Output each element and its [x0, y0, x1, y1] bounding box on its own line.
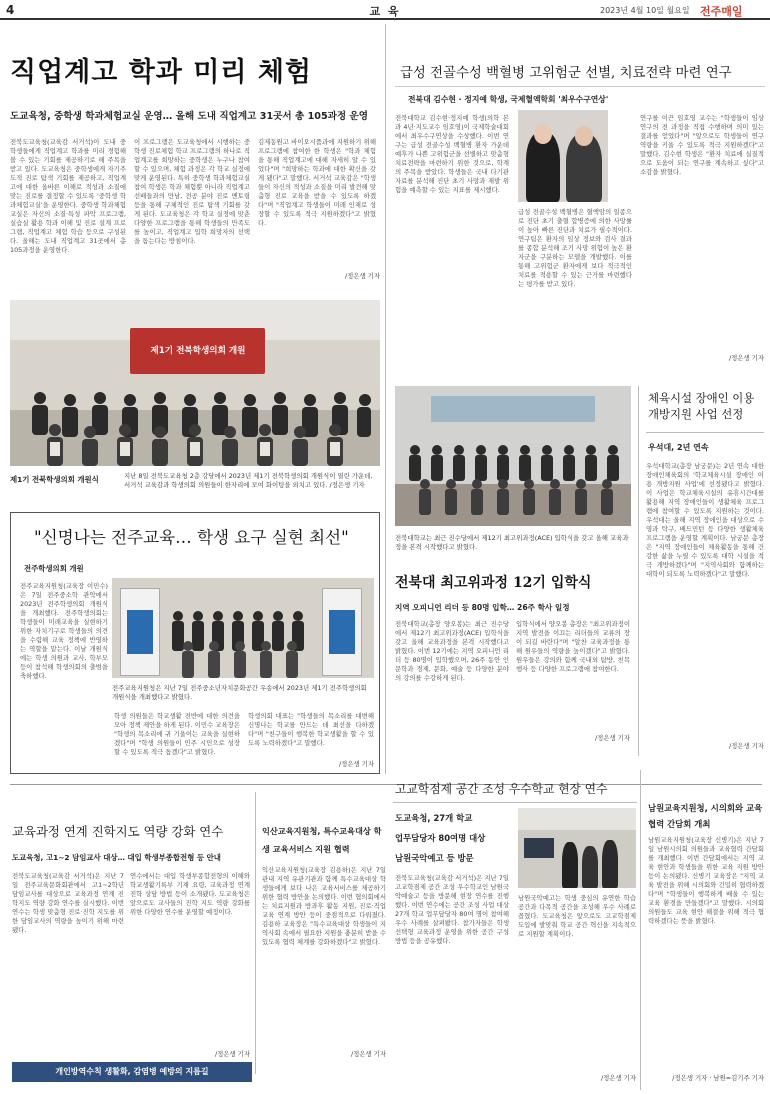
classroom-screen [524, 838, 554, 858]
student-council-photo [10, 300, 380, 466]
article7-col2: 연수에서는 대입 학생부종합전형의 이해와 학교생활기록부 기재 요령, 교육과정 연계 진학 상담 방법 등이 소개됐다. 도교육청은 앞으로도 교사들의 진학 지도 역량 강화를 위한 다양한 연수를 운영할 예정이다. [130, 872, 250, 916]
jeonju-crowd-figures [164, 598, 320, 678]
photo-label: 제1기 전북학생의회 개원식 [10, 475, 99, 484]
public-notice-text: 개인방역수칙 생활화, 감염병 예방의 지름길 [55, 1067, 209, 1076]
bottom-left-divider [255, 792, 256, 1074]
article3-col1: 전북대학교 김수현·정지예 학생(의학 본과 4년·지도교수 임호영)이 국제학술대회에서 최우수구연상을 수상했다. 이번 연구는 급성 전골수성 백혈병 환자 가운데 예후가 나쁜 고위험군을 선별하고 맞춤형 치료전략을 마련하기 위한 것으로, 학계의 주목을 받았다. 학생들은 국내 다기관 자료를 분석해 진단 초기 사망과 재발 위험을 예측할 수 있는 지표를 제시했다. [395, 114, 509, 194]
column-divider [385, 24, 386, 774]
article9-sub2: 업무담당자 80여명 대상 [395, 833, 486, 843]
article9-byline: /정은생 기자 [600, 1074, 636, 1082]
article1-col2: 이 프로그램은 도교육청에서 시행하는 중학생 진로체험 학교 프로그램의 하나로 직업계고를 희망하는 중학생은 누구나 참여할 수 있으며, 체험 과정은 각 학교 실정에 맞게 운영된다. 특히 중학생 학과체험교실 참여 학생은 학과 체험뿐 아니라 직업계고 선배들과의 만남, 전공 분야 진로 멘토링 등을 통해 구체적인 진로 탐색 기회를 갖게 된다. 도교육청은 각 학교 실정에 맞춘 다양한 프로그램을 통해 학생들의 만족도를 높이고, 직업계고 입학 희망자의 선택을 돕는다는 방침이다. [134, 138, 250, 245]
article9-rule [393, 802, 637, 803]
issue-date: 2023년 4월 10일 월요일 [600, 6, 690, 15]
article1-byline: /정은생 기자 [344, 272, 380, 280]
article8-byline: /정은생 기자 [350, 1050, 386, 1058]
article4-title: "신명나는 전주교육… 학생 요구 실현 최선" [34, 528, 349, 547]
public-notice-banner [12, 1062, 252, 1082]
article9-col1: 전북도교육청(교육감 서거석)은 지난 7일 고교학점제 공간 조성 우수학교인 남원국악예술고 등을 방문해 현장 연수를 진행했다. 이번 연수에는 공간 조성 사업 대상 27개 학교 업무담당자 80여 명이 참여해 우수 사례를 살펴봤다. 참가자들은 학생 선택형 교육과정 운영을 위한 공간 구성 방법 등을 공유했다. [395, 874, 509, 945]
article5-col1: 전북대학교(총장 양오봉)는 최근 진수당에서 제12기 최고위과정(ACE) 입학식을 갖고 올해 교육과정을 본격 시작했다고 밝혔다. 이번 12기에는 지역 오피니언 리더 등 80명이 입학했으며, 26주 동안 인문학과 경제, 문화, 예술 등 다양한 분야의 강의를 수강하게 된다. [395, 620, 509, 682]
article1-col1: 전북도교육청(교육감 서거석)이 도내 중학생들에게 직업계고 학과를 미리 경험해 볼 수 있는 기회를 제공하기로 해 주목을 받고 있다. 도교육청은 중학생에게 자기주도적 진로 탐색 기회를 제공하고, 직업계고에 대한 올바른 이해로 적성과 소질에 맞는 진로를 결정할 수 있도록 '중학생 학과체험교실'을 운영한다. 중학생 학과체험교실은 자신의 소질·특성 파악 프로그램, 실습실 활용 학과 이해 및 진로 설계 프로그램, 직업계고 체험 학습 등으로 구성된다. 올해는 도내 직업계고 31곳에서 총 105과정을 운영한다. [10, 138, 126, 254]
bottom-section-rule [10, 784, 762, 785]
article10-title: 남원교육지원청, 시의회와 교육협력 간담회 개최 [648, 803, 763, 829]
article8-title: 익산교육지원청, 특수교육대상 학생 교육서비스 지원 협력 [262, 826, 382, 854]
page-number: 4 [6, 3, 15, 17]
article6-subtitle: 우석대, 2년 연속 [648, 443, 709, 452]
article4-col1: 전주교육지원청(교육장 이민수)은 7일 전주중소학 관악에서 2023년 전주학생의회 개원식을 개최했다. 전주학생의회는 학생들이 미래교육을 실현하기 위한 자치기구로 학생들의 의견을 수렴해 교육 정책에 반영하는 역할을 맡는다. 이날 개원식에는 학생 의원과 교사, 학부모 등이 참석해 학생의회의 출범을 축하했다. [20, 582, 108, 680]
article3-col2: 급성 전골수성 백혈병은 혈액암의 일종으로 진단 초기 출혈 합병증에 의한 사망률이 높아 빠른 진단과 치료가 필수적이다. 연구팀은 환자의 임상 정보와 검사 결과를 종합 분석해 조기 사망 위험이 높은 환자군을 구분하는 모델을 개발했다. 이를 통해 고위험군 환자에게 보다 적극적인 치료를 적용할 수 있는 근거를 마련했다는 평가를 받고 있다. [518, 208, 632, 288]
article6-title: 체육시설 장애인 이용 개방지원 사업 선정 [648, 391, 755, 421]
ace-entrance-photo [395, 386, 631, 526]
article3-byline: /정은생 기자 [728, 354, 764, 362]
article7-col1: 전북도교육청(교육감 서거석)은 지난 7일 전주교육문화회관에서 고1~2학년 담임교사를 대상으로 교육과정 연계 진학지도 역량 강화 연수를 실시했다. 이번 연수는 학생 맞춤형 진로·진학 지도를 위한 담임교사의 역량을 높이기 위해 마련됐다. [12, 872, 124, 934]
article3-rule [395, 86, 765, 87]
site-visit-photo [518, 808, 636, 888]
article10-body: 남원교육지원청(교육장 신병기)은 지난 7일 남원시의회 의원들과 교육협력 간담회를 개최했다. 이번 간담회에서는 지역 교육 현안과 학생들을 위한 교육 지원 방안 등이 논의됐다. 신병기 교육장은 "지역 교육 발전을 위해 시의회와 긴밀히 협력하겠다"며 "학생들이 행복하게 배울 수 있는 교육 환경을 만들겠다"고 말했다. 시의회 의원들도 교육 현안 해결을 위해 적극 협력하겠다는 뜻을 밝혔다. [648, 836, 764, 925]
crowd-figures [10, 360, 380, 466]
article6-byline: /정은생 기자 [728, 742, 764, 750]
researchers-photo [518, 110, 608, 202]
event-banner: 제1기 전북학생의회 개원 [130, 328, 265, 374]
ace-photo-caption: 전북대학교는 최근 진수당에서 제12기 최고위과정(ACE) 입학식을 갖고 올해 교육과정을 본격 시작했다고 밝혔다. [395, 534, 629, 551]
article3-subtitle: 전북대 김수현 · 정지예 학생, 국제혈액학회 '최우수구연상' [408, 95, 609, 104]
article5-subtitle: 지역 오피니언 리더 등 80명 입학… 26주 학사 일정 [395, 603, 570, 612]
ace-crowd-figures [395, 426, 631, 526]
newspaper-brand: 전주매일 [700, 5, 743, 18]
section-name: 교 육 [369, 5, 401, 18]
ace-stage-banner [431, 396, 595, 422]
article4-subtitle: 전주학생의회 개원 [24, 564, 84, 573]
article9-title: 고교학점제 공간 조성 우수학교 현장 연수 [395, 782, 608, 796]
sidebar-divider [638, 386, 639, 756]
article7-subtitle: 도교육청, 고1~2 담임교사 대상… 대입 학생부종합전형 등 안내 [12, 853, 221, 862]
article8-body: 익산교육지원청(교육장 김용하)은 지난 7일 관내 지역 유관기관과 함께 특수교육대상 학생들에게 보다 나은 교육서비스를 제공하기 위한 협력 방안을 논의했다. 이번 협의회에서는 치료지원과 방과후 활동 지원, 진로·직업 교육 연계 방안 등이 중점적으로 다뤄졌다. 김용하 교육장은 "특수교육대상 학생들이 지역사회 속에서 필요한 지원을 충분히 받을 수 있도록 협력 체계를 강화하겠다"고 밝혔다. [262, 866, 386, 946]
article3-title: 급성 전골수성 백혈병 고위험군 선별, 치료전략 마련 연구 [400, 66, 732, 81]
article6-body: 우석대학교(총장 남궁문)는 2년 연속 대한장애인체육회의 '학교체육시설 장애인 이용 개방지원 사업'에 선정됐다고 밝혔다. 이 사업은 학교체육시설의 유휴시간대를 활용해 지역 장애인들이 생활체육 프로그램에 참여할 수 있도록 지원하는 것이다. 우석대는 올해 지역 장애인을 대상으로 수영과 탁구, 배드민턴 등 다양한 생활체육 프로그램을 운영할 계획이다. 남궁문 총장은 "지역 장애인들이 체육활동을 통해 건강한 삶을 누릴 수 있도록 대학 시설을 적극 개방하겠다"며 "지역사회와 함께하는 대학이 되도록 노력하겠다"고 말했다. [646, 462, 764, 578]
article4-col2: 학생 의원들은 학교생활 전반에 대한 의견을 모아 정책 제안을 하게 된다. 이민수 교육장은 "학생의 목소리에 귀 기울이는 교육을 실현하겠다"며 "학생 의원들이 민주 시민으로 성장할 수 있도록 적극 돕겠다"고 밝혔다. [114, 712, 240, 756]
article3-col3: 연구를 이끈 임호영 교수는 "학생들이 임상 연구의 전 과정을 직접 수행하며 의미 있는 결과를 얻었다"며 "앞으로도 학생들이 연구 역량을 키울 수 있도록 적극 지원하겠다"고 말했다. 김수현 학생은 "환자 치료에 실질적으로 도움이 되는 연구를 계속하고 싶다"고 소감을 밝혔다. [640, 114, 764, 176]
article4-col3: 학생의회 대표는 "학생들의 목소리를 대변해 신명나는 학교를 만드는 데 최선을 다하겠다"며 "친구들이 행복한 학교생활을 할 수 있도록 노력하겠다"고 말했다. [248, 712, 374, 747]
page-header [0, 0, 770, 20]
article7-title: 교육과정 연계 진학지도 역량 강화 연수 [12, 824, 224, 839]
article1-title: 직업계고 학과 미리 체험 [10, 57, 313, 88]
article6-rule [646, 432, 764, 433]
article1-subtitle: 도교육청, 중학생 학과체험교실 운영… 올해 도내 직업계고 31곳서 총 105과정 운영 [10, 111, 369, 122]
jeonju-council-photo [112, 578, 374, 678]
article1-col3: 김제동원고 바이오시품과에 지원하기 위해 프로그램에 참여한 한 학생은 "학과 체험을 통해 직업계고에 대해 자세히 알 수 있었다"며 "희망하는 학과에 대한 확신을 갖게 됐다"고 말했다. 서거석 교육감은 "학생들이 자신의 적성과 소질을 미리 발견해 맞춤형 진로 교육을 받을 수 있도록 하겠다"며 "직업계고 학생들이 미래 인재로 성장할 수 있도록 적극 지원하겠다"고 밝혔다. [258, 138, 376, 227]
article5-title: 전북대 최고위과정 12기 입학식 [395, 575, 592, 591]
photo-caption: 지난 8일 전북도교육청 2층 강당에서 2023년 제1기 전북학생의회 개원식이 열린 가운데, 서거석 교육감과 학생의회 의원들이 한자리에 모여 화이팅을 외치고 있다. /정은생 기자 [124, 472, 373, 489]
article10-byline: /정은생 기자 · 남원=김기주 기자 [672, 1074, 764, 1082]
article7-byline: /정은생 기자 [214, 1050, 250, 1058]
article4-byline: /정은생 기자 [338, 760, 374, 768]
article9-sub1: 도교육청, 27개 학교 [395, 813, 473, 823]
article9-sub3: 남원국악예고 등 방문 [395, 853, 474, 863]
article4-caption: 전주교육지원청은 지난 7일 전주중소년자치문화공간 우송에서 2023년 제1기 전주학생의회 개원식을 개최했다고 밝혔다. [112, 684, 367, 701]
article5-byline: /정은생 기자 [594, 734, 630, 742]
article9-col2: 남원국악예고는 학생 중심의 유연한 학습 공간과 다목적 공간을 조성해 우수 사례로 꼽혔다. 도교육청은 앞으로도 고교학점제 도입에 발맞춰 학교 공간 혁신을 지속적으로 지원할 계획이다. [518, 894, 636, 938]
bottom-right-divider [640, 770, 641, 1090]
article5-col2: 입학식에서 양오봉 총장은 "최고위과정이 지역 발전을 이끄는 리더들의 교류의 장이 되길 바란다"며 "알찬 교육과정을 통해 원우들의 역량을 높이겠다"고 밝혔다. 원우들은 강의와 함께 국내외 탐방, 친목 행사 등 다양한 프로그램에 참여한다. [516, 620, 630, 673]
